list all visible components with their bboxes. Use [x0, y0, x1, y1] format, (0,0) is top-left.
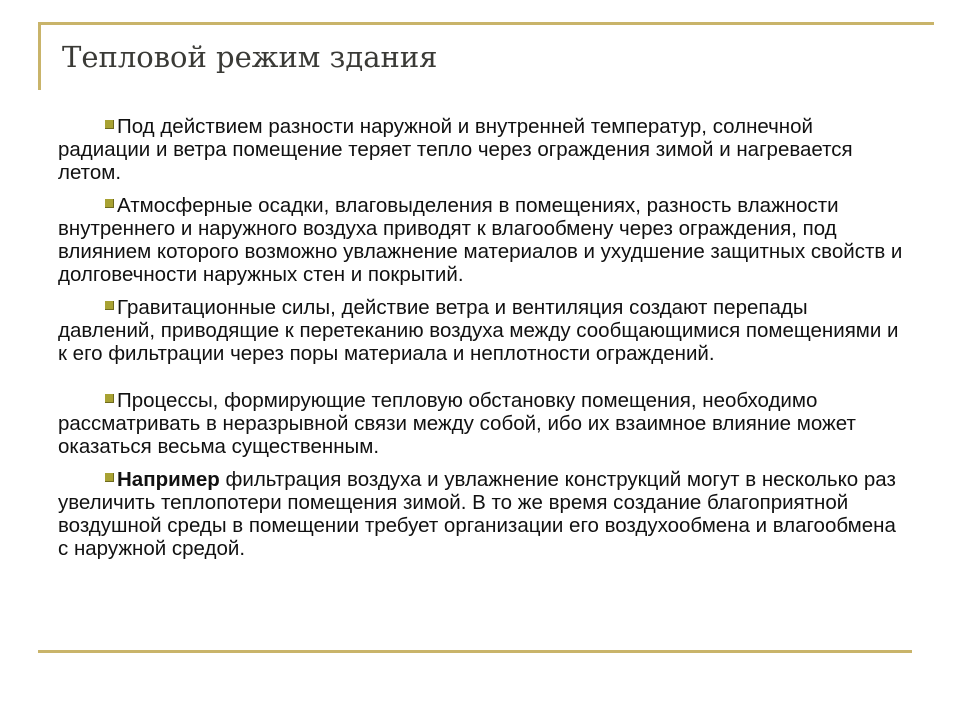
bullet-paragraph-2 [58, 194, 908, 286]
frame-bottom-rule [38, 650, 912, 653]
emphasis-word: Например [117, 468, 220, 491]
bullet-paragraph-1 [58, 115, 908, 184]
bullet-paragraph-3 [58, 296, 908, 365]
paragraph-text: Атмосферные осадки, влаговыделения в помещениях, разность влажности внутреннего и наружного воздуха приводят к влагообмену через ограждения, под влиянием которого возможно увлажнение материалов и ухудшение защитных свойств и долговечности наружных стен и покрытий. [58, 194, 903, 286]
frame-left-rule [38, 22, 41, 90]
square-bullet-icon [105, 394, 114, 403]
square-bullet-icon [105, 473, 114, 482]
bullet-paragraph-5 [58, 468, 908, 560]
square-bullet-icon [105, 199, 114, 208]
slide-body [58, 115, 908, 570]
frame-top-rule [38, 22, 934, 25]
square-bullet-icon [105, 301, 114, 310]
paragraph-text: фильтрация воздуха и увлажнение конструкций могут в несколько раз увеличить теплопотери помещения зимой. В то же время создание благоприятной воздушной среды в помещении требует организации его воздухообмена и влагообмена с наружной средой. [58, 468, 896, 560]
paragraph-text: Под действием разности наружной и внутренней температур, солнечной радиации и ветра помещение теряет тепло через ограждения зимой и нагревается летом. [58, 115, 853, 184]
square-bullet-icon [105, 120, 114, 129]
bullet-paragraph-4 [58, 389, 908, 458]
paragraph-text: Гравитационные силы, действие ветра и вентиляция создают перепады давлений, приводящие к перетеканию воздуха между сообщающимися помещениями и к его фильтрации через поры материала и неплотности ограждений. [58, 296, 899, 365]
paragraph-text: Процессы, формирующие тепловую обстановку помещения, необходимо рассматривать в неразрывной связи между собой, ибо их взаимное влияние может оказаться весьма существенным. [58, 389, 856, 458]
slide-title: Тепловой режим здания [62, 40, 438, 74]
